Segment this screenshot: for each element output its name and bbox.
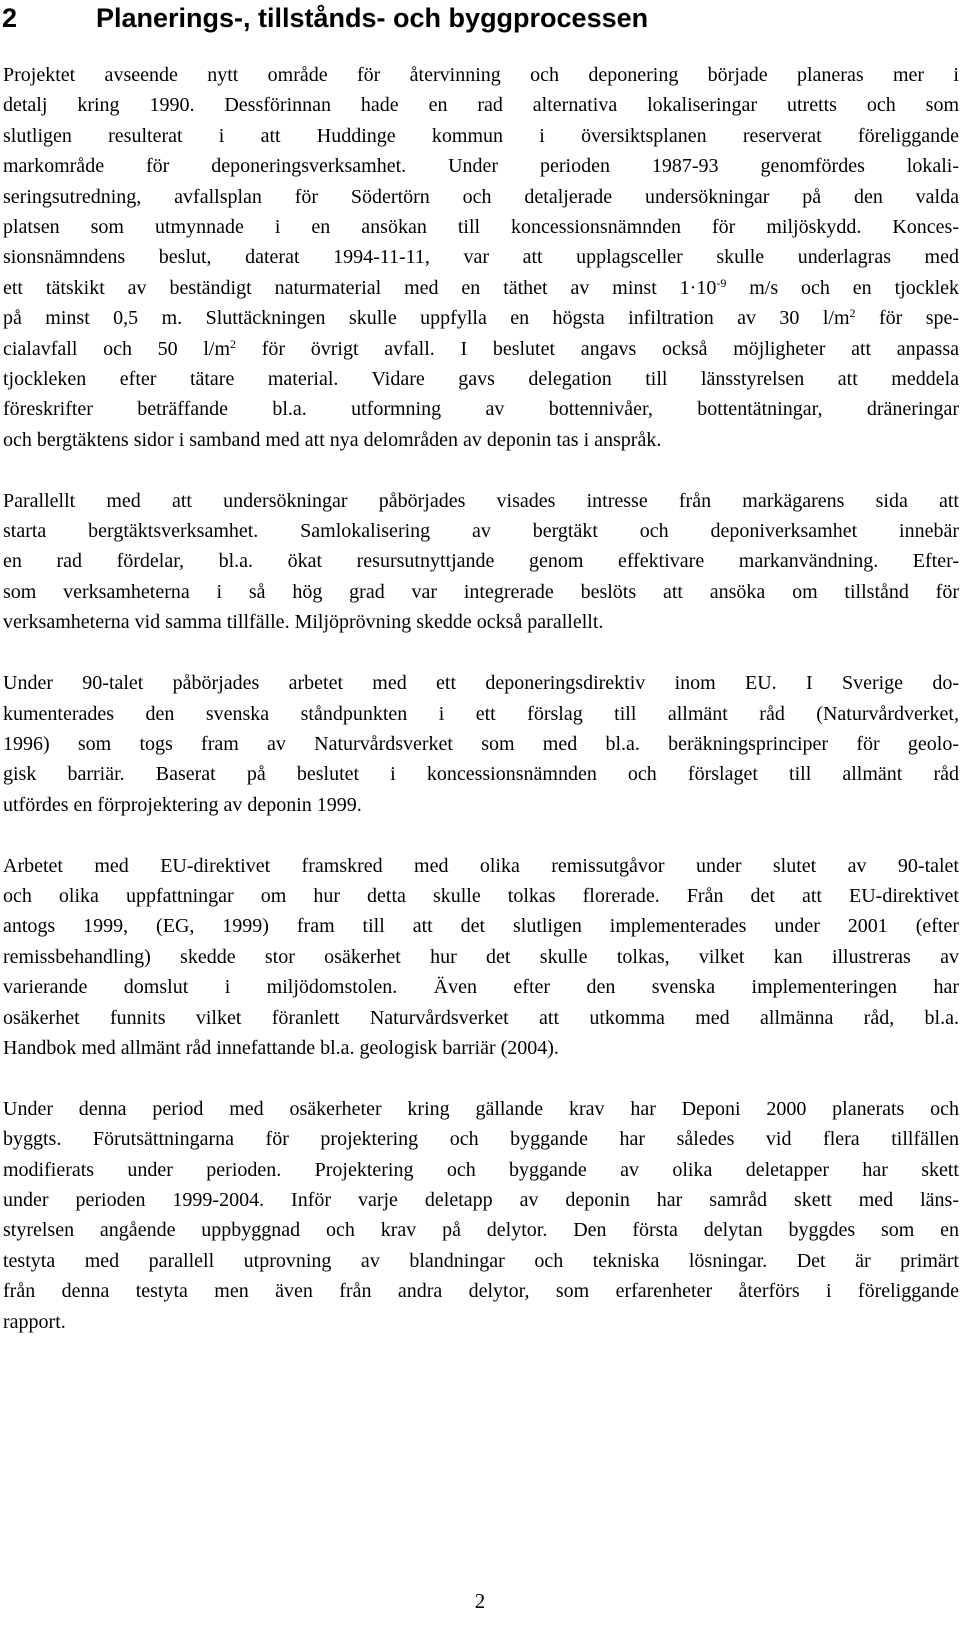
superscript: -9 xyxy=(716,275,727,290)
text-line: gisk barriär. Baserat på beslutet i koncessionsnämnden och förslaget till allmänt råd xyxy=(3,763,959,786)
text-line: markområde för deponeringsverksamhet. Under perioden 1987-93 genomfördes lokali- xyxy=(3,155,959,178)
paragraph xyxy=(3,851,959,1064)
text-line: remissbehandling) skedde stor osäkerhet hur det skulle tolkas, vilket kan illustreras av xyxy=(3,945,959,968)
text-line: kumenterades den svenska ståndpunkten i ett förslag till allmänt råd (Naturvårdverket, xyxy=(3,702,959,725)
text-line: föreskrifter beträffande bl.a. utformning av bottennivåer, bottentätningar, dräneringar xyxy=(3,398,959,421)
text-line: en rad fördelar, bl.a. ökat resursutnyttjande genom effektivare markanvändning. Efter- xyxy=(3,550,959,573)
text-line: rapport. xyxy=(3,1310,66,1333)
section-title: Planerings-, tillstånds- och byggprocessen xyxy=(96,3,649,33)
line-text: på minst 0,5 m. Sluttäckningen skulle uppfylla en högsta infiltration av 30 l/m xyxy=(3,307,850,330)
section-number: 2 xyxy=(2,3,18,33)
text-line xyxy=(3,334,959,364)
paragraph xyxy=(3,60,959,455)
text-line: som verksamheterna i så hög grad var integrerade beslöts att ansöka om tillstånd för xyxy=(3,580,959,603)
text-line: testyta med parallell utprovning av blandningar och tekniska lösningar. Det är primärt xyxy=(3,1249,959,1272)
text-line: modifierats under perioden. Projektering och byggande av olika deletapper har skett xyxy=(3,1158,959,1181)
text-line: Parallellt med att undersökningar påbörjades visades intresse från markägarens sida att xyxy=(3,489,959,512)
text-line xyxy=(3,303,959,333)
body-text xyxy=(3,60,959,1367)
text-line: Arbetet med EU-direktivet framskred med olika remissutgåvor under slutet av 90-talet xyxy=(3,854,959,877)
line-text: för övrigt avfall. I beslutet angavs också möjligheter att anpassa xyxy=(236,337,959,360)
text-line: Projektet avseende nytt område för återvinning och deponering började planeras mer i xyxy=(3,64,959,86)
superscript: 2 xyxy=(849,306,856,321)
text-line: styrelsen angående uppbyggnad och krav på delytor. Den första delytan byggdes som en xyxy=(3,1219,959,1242)
text-line: och bergtäktens sidor i samband med att nya delområden av deponin tas i anspråk. xyxy=(3,428,662,451)
text-line: slutligen resulterat i att Huddinge kommun i översiktsplanen reserverat föreliggande xyxy=(3,124,959,147)
text-line: byggts. Förutsättningarna för projektering och byggande har således vid flera tillfällen xyxy=(3,1128,959,1151)
text-line: platsen som utmynnade i en ansökan till koncessionsnämnden för miljöskydd. Konces- xyxy=(3,216,959,239)
text-line xyxy=(3,273,959,303)
text-line: under perioden 1999-2004. Inför varje deletapp av deponin har samråd skett med läns- xyxy=(3,1188,959,1211)
section-heading xyxy=(2,0,648,38)
text-line: 1996) som togs fram av Naturvårdsverket som med bl.a. beräkningsprinciper för geolo- xyxy=(3,732,959,755)
paragraph xyxy=(3,668,959,820)
text-line: tjockleken efter tätare material. Vidare gavs delegation till länsstyrelsen att meddela xyxy=(3,368,959,391)
text-line: osäkerhet funnits vilket föranlett Naturvårdsverket att utkomma med allmänna råd, bl.a. xyxy=(3,1006,959,1029)
line-text: cialavfall och 50 l/m xyxy=(3,337,231,360)
superscript: 2 xyxy=(230,336,237,351)
text-line: antogs 1999, (EG, 1999) fram till att det slutligen implementerades under 2001 (efter xyxy=(3,915,959,938)
text-line: sionsnämndens beslut, daterat 1994-11-11, var att upplagsceller skulle underlagras med xyxy=(3,246,959,269)
text-line: Under 90-talet påbörjades arbetet med ett deponeringsdirektiv inom EU. I Sverige do- xyxy=(3,672,959,695)
text-line: varierande domslut i miljödomstolen. Även efter den svenska implementeringen har xyxy=(3,976,959,999)
text-line: verksamheterna vid samma tillfälle. Miljöprövning skedde också parallellt. xyxy=(3,611,604,634)
text-line: från denna testyta men även från andra delytor, som erfarenheter återförs i föreliggande xyxy=(3,1280,959,1303)
text-line: och olika uppfattningar om hur detta skulle tolkas florerade. Från det att EU-direktivet xyxy=(3,884,959,907)
line-text: ett tätskikt av beständigt naturmaterial med en täthet av minst 1·10 xyxy=(3,276,717,299)
text-line: Handbok med allmänt råd innefattande bl.a. geologisk barriär (2004). xyxy=(3,1036,559,1059)
text-line: utfördes en förprojektering av deponin 1999. xyxy=(3,793,362,816)
page-number: 2 xyxy=(474,1589,486,1613)
text-line: Under denna period med osäkerheter kring gällande krav har Deponi 2000 planerats och xyxy=(3,1097,959,1120)
paragraph xyxy=(3,1094,959,1337)
line-text: för spe- xyxy=(855,307,960,330)
text-line: detalj kring 1990. Dessförinnan hade en rad alternativa lokaliseringar utretts och som xyxy=(3,94,959,117)
line-text: m/s och en tjocklek xyxy=(726,276,960,299)
text-line: seringsutredning, avfallsplan för Södertörn och detaljerade undersökningar på den valda xyxy=(3,185,959,208)
text-line: starta bergtäktsverksamhet. Samlokalisering av bergtäkt och deponiverksamhet innebär xyxy=(3,520,959,543)
paragraph xyxy=(3,486,959,638)
